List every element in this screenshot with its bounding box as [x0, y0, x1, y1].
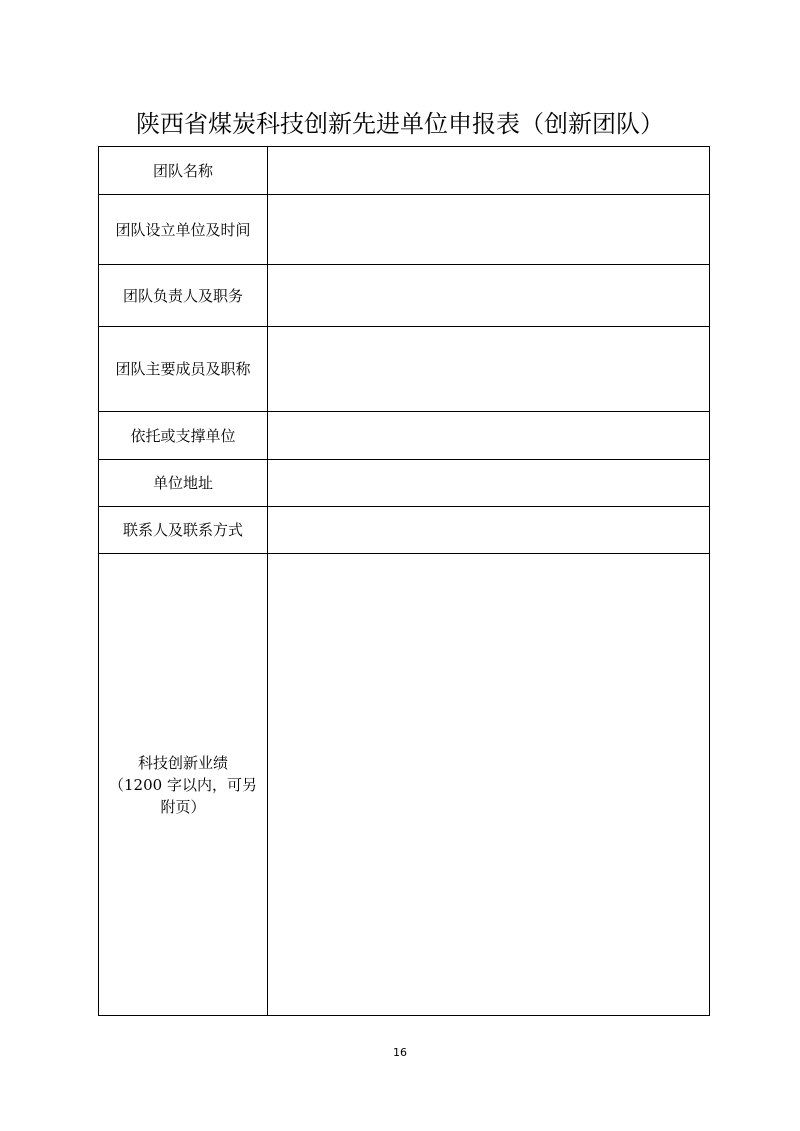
label-cell — [99, 412, 268, 460]
form-row-team-name — [99, 147, 710, 195]
form-row-contact — [99, 507, 710, 554]
performance-label-line3: 附页） — [160, 797, 206, 816]
contact-label: 联系人及联系方式 — [122, 521, 243, 539]
team-leader-field[interactable] — [268, 265, 710, 327]
label-cell — [99, 507, 268, 554]
label-cell — [99, 265, 268, 327]
performance-field[interactable] — [268, 554, 710, 1016]
form-row-establishing-unit — [99, 195, 710, 265]
performance-label-line1: 科技创新业绩 — [137, 753, 228, 772]
team-leader-label: 团队负责人及职务 — [122, 286, 243, 305]
establishing-unit-label: 团队设立单位及时间 — [115, 220, 251, 239]
form-title: 陕西省煤炭科技创新先进单位申报表（创新团队） — [136, 110, 664, 138]
label-cell — [99, 327, 268, 412]
supporting-unit-field[interactable] — [268, 412, 710, 460]
performance-label-cell — [99, 554, 268, 1016]
page-number: 16 — [393, 1046, 407, 1059]
contact-field[interactable] — [268, 507, 710, 554]
label-cell — [99, 195, 268, 265]
supporting-unit-label: 依托或支撑单位 — [130, 426, 236, 445]
application-form-table — [98, 146, 710, 1016]
unit-address-label: 单位地址 — [152, 474, 213, 492]
main-members-label: 团队主要成员及职称 — [115, 360, 251, 378]
form-row-main-members — [99, 327, 710, 412]
establishing-unit-field[interactable] — [268, 195, 710, 265]
form-row-unit-address — [99, 460, 710, 507]
team-name-field[interactable] — [268, 147, 710, 195]
main-members-field[interactable] — [268, 327, 710, 412]
form-row-team-leader — [99, 265, 710, 327]
label-cell — [99, 460, 268, 507]
form-row-innovation-performance — [99, 554, 710, 1016]
performance-label-line2: （1200 字以内，可另 — [109, 775, 257, 794]
team-name-label: 团队名称 — [152, 161, 213, 180]
form-row-supporting-unit — [99, 412, 710, 460]
unit-address-field[interactable] — [268, 460, 710, 507]
label-cell — [99, 147, 268, 195]
